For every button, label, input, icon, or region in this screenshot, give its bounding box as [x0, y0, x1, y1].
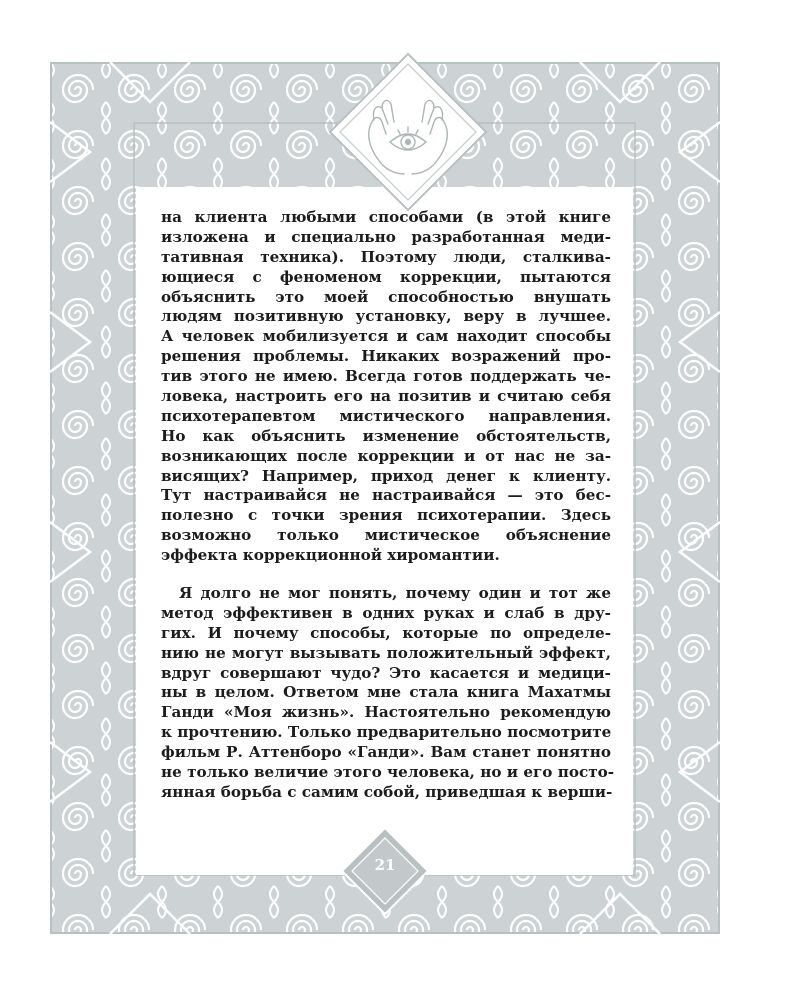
- text-line: не только величие этого человека, но и его посто-: [161, 763, 615, 782]
- text-line: нию не могут вызывать положительный эффект,: [161, 643, 611, 662]
- text-line: Тут настраивайся не настраивайся — это бес-: [161, 486, 611, 505]
- text-line: изложена и специально разработанная меди-: [161, 227, 611, 246]
- text-line: тативная техника). Поэтому люди, сталкива-: [161, 247, 611, 266]
- paragraph: [161, 584, 615, 803]
- text-line: Ганди «Моя жизнь». Настоятельно рекомендую: [161, 703, 611, 722]
- text-line: людям позитивную установку, веру в лучшее.: [161, 307, 611, 326]
- text-line: Но как объяснить изменение обстоятельств,: [161, 426, 611, 445]
- text-line: решения проблемы. Никаких возражений про-: [161, 347, 611, 366]
- text-line: тив этого не имею. Всегда готов поддержать че-: [161, 367, 611, 386]
- text-line: ны в целом. Ответом мне стала книга Махатмы: [161, 683, 611, 702]
- text-line: психотерапевтом мистического направления.: [161, 406, 611, 425]
- text-line: на клиента любыми способами (в этой книге: [161, 208, 611, 226]
- paragraph: [161, 208, 611, 566]
- page-content: [161, 208, 615, 803]
- hands-eye-icon: [328, 52, 488, 212]
- text-line: возникающих после коррекции и от нас не за-: [161, 446, 611, 465]
- text-line: вдруг совершают чудо? Это касается и медици-: [161, 663, 611, 682]
- text-line: янная борьба с самим собой, приведшая к верши-: [161, 782, 613, 801]
- text-line: фильм Р. Аттенборо «Ганди». Вам станет понятно: [161, 743, 611, 762]
- text-line: ловека, настроить его на позитив и считаю себя: [161, 387, 611, 406]
- text-line: объяснить это моей способностью внушать: [161, 287, 611, 306]
- text-line: эффекта коррекционной хиромантии.: [161, 546, 500, 565]
- text-line: гих. И почему способы, которые по определе-: [161, 623, 611, 642]
- page-number: 21: [374, 856, 396, 874]
- text-line: ющиеся с феноменом коррекции, пытаются: [161, 267, 611, 286]
- paragraph-gap: [161, 566, 611, 584]
- text-line: полезно с точки зрения психотерапии. Здесь: [161, 506, 611, 525]
- text-line: Я долго не мог понять, почему один и тот же: [179, 584, 611, 603]
- text-line: метод эффективен в одних руках и слаб в дру-: [161, 603, 611, 622]
- text-line: висящих? Например, приход денег к клиенту.: [161, 466, 611, 485]
- text-line: к прочтению. Только предварительно посмотрите: [161, 723, 612, 742]
- text-line: А человек мобилизуется и сам находит способы: [161, 327, 611, 346]
- text-line: возможно только мистическое объяснение: [161, 526, 611, 545]
